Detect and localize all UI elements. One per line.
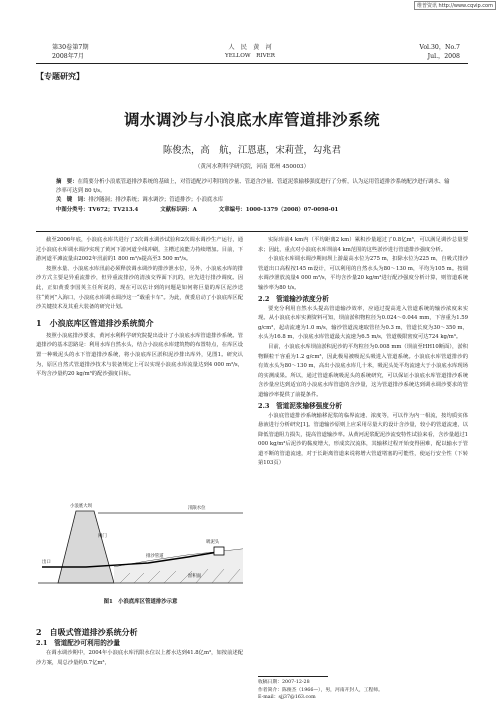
left-paragraph-1: 截至2006年底，小浪底水库共进行了3次调水调沙试验和2次调水调沙生产运行，通过小浪底水库调水调沙实现了黄河下游河道全线冲刷，主槽过流能力持续增加。目前，下游河道平滩流量由2002年汛前的1 800 m³/s提高至3 500 m³/s。 <box>36 237 243 263</box>
right-paragraph-4: 目前，小浪底水库坝前淤积泥沙的平均粒径为0.008 mm（坝前至HH10断面），淤积物颗粒干容重为1.2 g/cm³，因此极易被吸泥头吸进入管道系统。小浪底水库管道排沙的有效水头为80～130 m，高出小浪底水库几十米，吸泥头处平均流速大于小浪底水库现场的实测成果。所以，通过管道系统吸泥头的系统研究，可以保证小浪底水库管道排沙系统含沙量应达到适宜的小浪底水库管道的含沙量，这为管道排沙系统达到调水调沙要求的管道输沙率提供了前提条件。 <box>258 343 468 398</box>
abstract <box>56 178 450 196</box>
left-paragraph-4: 在调水调沙期中，2004年小浪底水库汛限水位以上蓄水达到41.8亿m³，如按前述配沙方案，周总沙量约0.7亿m³， <box>36 650 243 666</box>
clc-code: 中图分类号：TV672；TV213.4 <box>56 206 139 213</box>
right-column <box>258 236 468 469</box>
fig-label-pipe: 排沙管道 <box>146 554 164 559</box>
footnote-email: E-mail：sjj37@163.com <box>258 695 316 701</box>
left-column-bottom <box>36 626 243 668</box>
right-paragraph-2: 小浪底水库调水调沙期间坝上游最高水位为275 m，扣除水位为225 m，自吸式排沙管道出口高程按145 m设计，可以利用的自然水头为80～130 m，平均为105 m。按调水调沙泄放流量4 000 m³/s，平均含沙量20 kg/m³进行配沙强度分析计算，则管道系统输沙率为80 t/s。 <box>258 256 468 291</box>
section-heading-1: 1 小浪底库区管道排沙系统简介 <box>36 317 154 328</box>
fig-label-outlet: 出口 <box>42 560 51 565</box>
fig-label-gate: 闸门 <box>98 534 107 539</box>
article-number: 文章编号：1000-1379（2008）07-0098-01 <box>218 206 339 213</box>
abstract-block <box>56 178 450 215</box>
header-volume <box>52 43 89 61</box>
paper-title: 调水调沙与小浪底水库管道排沙系统 <box>123 110 380 129</box>
header-date-en: Jul.，2008 <box>427 53 460 60</box>
right-paragraph-3: 要充分利用自然水头提高管道输沙效率，应通过提高进入管道系统的输沙浓度来实现。从小浪底水库实测资料可知，坝前淤积物粒径为0.024～0.044 mm，下容重为1.59 g/cm³，起动流速为1.0 m/s，输沙管道流速取管径为0.3 m，管道长度为30～350 m，水头为16.8 m，小浪底水库管道最大流速为6.5 m/s，管道极限密度可达724 kg/m³。 <box>258 305 468 341</box>
figure-1-diagram <box>38 497 243 593</box>
footnote <box>258 679 468 702</box>
left-paragraph-2: 按照水量、小浪底水库汛前必须释放调水调沙的排沙泄水位，另外，小浪底水库的排沙方式主要是异重流排沙，但异重流排沙的清浊交界面下沉的，应先进行排沙调度。因此，正如黄委李国英主任所说的，现在可以估计到的问题是如何将巨量的库区泥沙送往“黄河”入海口，小浪底水库调水调沙这一“载重卡车”。为此，黄委启动了小浪底库区配沙关键技术及其重大装备的研究计划。 <box>36 265 243 311</box>
column-tag: 【专题研究】 <box>36 71 84 81</box>
left-column <box>36 236 243 380</box>
footnote-rule <box>258 676 328 677</box>
figure-1 <box>38 497 243 605</box>
doc-code: 文献标识码：A <box>160 206 197 213</box>
header-date-cn: 2008年7月 <box>52 53 85 60</box>
left-paragraph-3: 按照小浪底排沙要求，黄河水利科学研究院提出设计了小浪底水库管道排沙系统。管道排沙的基本思路是：利用水库自然水头，结合小浪底水库建筑物的布置特点，在库区设置一种吸泥头的水下管道排沙系统，将小浪底库区淤积泥沙排出库外，见图1。研究认为，原区自然式管道排沙技术与装备规定上可以实现小浪底水库流量达到4 000 m³/s，平均含沙量约20 kg/m³的配沙强度目标。 <box>36 332 243 378</box>
header-rule <box>36 63 468 64</box>
watermark: 维普资讯 http://www.cqvip.com <box>414 1 496 10</box>
right-paragraph-1: 实际库前4 km内（平均距离2 km）累积沙量超过了0.8亿m³，可以满足调沙总量要求；因此，重点对小浪底水库坝前4 km范围的这些淤沙进行管道排沙强度分析。 <box>258 237 468 253</box>
right-paragraph-5: 小浪底管道排沙系统输移泥浆的临界流速、浓度等，可以作为内一相流，按均质实体悬液进行分析研究[1]。管道输沙原则上应采用尽量大的设计含沙量，较小的管道流速，以降低管道阻力损失，提高管道输沙率。从黄河泥浆配泥沙流变特性试验来看，含沙量超过1 000 kg/m³后泥沙的黏度增大，形成宾汉流体，其输移过程开始变得困难，配以输水于管道不断的管道流速，对于长距离管道来说将增大管道堵塞的可能性，使运行安全性（下转第103页） <box>258 412 468 467</box>
header-volume-en <box>400 43 460 61</box>
abstract-text: 在简要分析小浪底管道排沙系统的基础上，对管道配沙可利用的沙量、管道含沙量、管道泥浆输移强度进行了分析，认为运用管道排沙系统配沙进行调水、输沙率可达到 80 t/s。 <box>56 179 450 195</box>
fig-label-suction: 吸泥头 <box>206 540 220 545</box>
header-journal <box>180 43 320 61</box>
paper-authors: 陈俊杰，高 航，江恩惠，宋莉萱，勾兆君 <box>162 145 342 156</box>
header-vol-cn: 第30卷第7期 <box>52 44 89 51</box>
subsection-heading-2-1: 2.1 管道配沙可利用的沙量 <box>36 639 121 647</box>
header-vol-en: Vol.30，No.7 <box>419 44 460 51</box>
keywords-text: 排沙隧洞；排沙系统；调水调沙；管道排沙；小浪底水库 <box>88 197 224 204</box>
header-journal-en: YELLOW RIVER <box>225 53 275 59</box>
meta-line <box>56 206 450 215</box>
header-journal-cn: 人 民 黄 河 <box>228 44 272 51</box>
figure-1-caption: 图1 小浪底库区管道排沙示意 <box>103 599 178 605</box>
paper-affiliation: （黄河水利科学研究院，河南 郑州 450003） <box>194 164 310 170</box>
fig-label-deposit: 淤积面 <box>188 574 202 579</box>
footnote-author: 作者简介：陈俊杰（1966—），男，河南开封人，工程师。 <box>258 687 383 693</box>
keywords <box>56 196 450 205</box>
abstract-label: 摘 要： <box>56 179 78 185</box>
fig-label-water: 汛限水位 <box>188 506 206 511</box>
keywords-label: 关 键 词： <box>56 197 89 204</box>
fig-label-dam: 小浪底大坝 <box>70 504 92 509</box>
section-heading-2: 2 自吸式管道排沙系统分析 <box>36 627 138 637</box>
footnote-received: 收稿日期：2007-12-28 <box>258 680 310 685</box>
subsection-heading-2-2: 2.2 管道输沙浓度分析 <box>258 294 329 303</box>
subsection-heading-2-3: 2.3 管道泥浆输移强度分析 <box>258 401 343 410</box>
suction-head <box>214 547 224 555</box>
abstract-rule <box>36 231 468 232</box>
